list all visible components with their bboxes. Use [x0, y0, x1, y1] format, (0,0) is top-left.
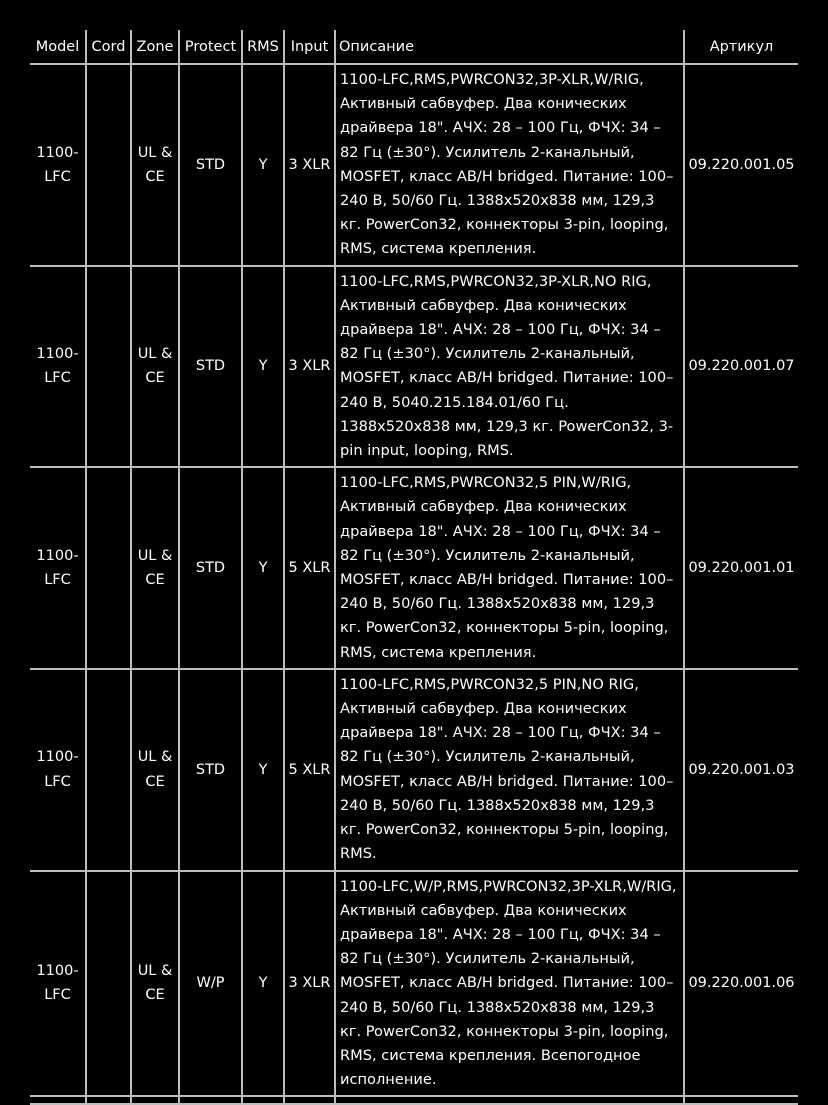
cell-empty — [284, 1096, 335, 1104]
cell-description: 1100-LFC,RMS,PWRCON32,3P-XLR,W/RIG, Активный сабвуфер. Два конических драйвера 18". АЧХ: 28 – 100 Гц, ФЧХ: 34 – 82 Гц (±30°). Усилитель 2-канальный, MOSFET, класс AB/H bridged. Питание: 100–240 В, 50/60 Гц. 1388x520x838 мм, 129,3 кг. PowerCon32, коннекторы 3-pin, looping, RMS, система крепления. — [335, 64, 684, 266]
cell-empty — [684, 1096, 798, 1104]
cell-description: 1100-LFC,RMS,PWRCON32,5 PIN,NO RIG, Активный сабвуфер. Два конических драйвера 18". АЧХ: 28 – 100 Гц, ФЧХ: 34 – 82 Гц (±30°). Усилитель 2-канальный, MOSFET, класс AB/H bridged. Питание: 100–240 В, 50/60 Гц. 1388x520x838 мм, 129,3 кг. PowerCon32, коннекторы 5-pin, looping, RMS. — [335, 669, 684, 871]
cell-protect: W/P — [179, 871, 242, 1097]
cell-empty — [30, 1096, 86, 1104]
cell-zone: UL & CE — [131, 871, 179, 1097]
cell-protect: STD — [179, 266, 242, 468]
cell-model: 1100-LFC — [30, 64, 86, 266]
header-description: Описание — [335, 30, 684, 64]
product-table — [30, 30, 798, 1105]
cell-article: 09.220.001.01 — [684, 467, 798, 669]
cell-empty — [179, 1096, 242, 1104]
cell-rms: Y — [242, 871, 284, 1097]
table-row — [30, 64, 798, 266]
cell-model: 1100-LFC — [30, 467, 86, 669]
header-zone: Zone — [131, 30, 179, 64]
header-protect: Protect — [179, 30, 242, 64]
cell-article: 09.220.001.07 — [684, 266, 798, 468]
cell-input: 5 XLR — [284, 669, 335, 871]
table-row — [30, 871, 798, 1097]
table-header — [30, 30, 798, 64]
cell-rms: Y — [242, 266, 284, 468]
cell-protect: STD — [179, 467, 242, 669]
cell-protect: STD — [179, 669, 242, 871]
cell-empty — [86, 1096, 131, 1104]
cell-rms: Y — [242, 64, 284, 266]
header-article: Артикул — [684, 30, 798, 64]
cell-zone: UL & CE — [131, 64, 179, 266]
cell-cord — [86, 669, 131, 871]
product-table-container — [30, 30, 798, 1105]
cell-protect: STD — [179, 64, 242, 266]
cell-article: 09.220.001.03 — [684, 669, 798, 871]
cell-model: 1100-LFC — [30, 669, 86, 871]
cell-article: 09.220.001.05 — [684, 64, 798, 266]
cell-cord — [86, 64, 131, 266]
cell-zone: UL & CE — [131, 266, 179, 468]
cell-empty — [242, 1096, 284, 1104]
header-model: Model — [30, 30, 86, 64]
cell-input: 3 XLR — [284, 871, 335, 1097]
cell-cord — [86, 266, 131, 468]
cell-empty — [335, 1096, 684, 1104]
table-row — [30, 669, 798, 871]
cell-model: 1100-LFC — [30, 266, 86, 468]
table-body — [30, 64, 798, 1104]
cell-empty — [131, 1096, 179, 1104]
table-row-truncated — [30, 1096, 798, 1104]
table-row — [30, 467, 798, 669]
cell-cord — [86, 871, 131, 1097]
header-input: Input — [284, 30, 335, 64]
header-rms: RMS — [242, 30, 284, 64]
cell-article: 09.220.001.06 — [684, 871, 798, 1097]
header-row — [30, 30, 798, 64]
cell-description: 1100-LFC,W/P,RMS,PWRCON32,3P-XLR,W/RIG, Активный сабвуфер. Два конических драйвера 18". АЧХ: 28 – 100 Гц, ФЧХ: 34 – 82 Гц (±30°). Усилитель 2-канальный, MOSFET, класс AB/H bridged. Питание: 100–240 В, 50/60 Гц. 1388x520x838 мм, 129,3 кг. PowerCon32, коннекторы 3-pin, looping, RMS, система крепления. Всепогодное исполнение. — [335, 871, 684, 1097]
cell-input: 5 XLR — [284, 467, 335, 669]
header-cord: Cord — [86, 30, 131, 64]
cell-input: 3 XLR — [284, 266, 335, 468]
cell-rms: Y — [242, 669, 284, 871]
table-row — [30, 266, 798, 468]
cell-cord — [86, 467, 131, 669]
cell-description: 1100-LFC,RMS,PWRCON32,5 PIN,W/RIG, Активный сабвуфер. Два конических драйвера 18". АЧХ: 28 – 100 Гц, ФЧХ: 34 – 82 Гц (±30°). Усилитель 2-канальный, MOSFET, класс AB/H bridged. Питание: 100–240 В, 50/60 Гц. 1388x520x838 мм, 129,3 кг. PowerCon32, коннекторы 5-pin, looping, RMS, система крепления. — [335, 467, 684, 669]
cell-rms: Y — [242, 467, 284, 669]
cell-model: 1100-LFC — [30, 871, 86, 1097]
cell-input: 3 XLR — [284, 64, 335, 266]
cell-zone: UL & CE — [131, 669, 179, 871]
cell-description: 1100-LFC,RMS,PWRCON32,3P-XLR,NO RIG, Активный сабвуфер. Два конических драйвера 18". АЧХ: 28 – 100 Гц, ФЧХ: 34 – 82 Гц (±30°). Усилитель 2-канальный, MOSFET, класс AB/H bridged. Питание: 100–240 В, 5040.215.184.01/60 Гц. 1388x520x838 мм, 129,3 кг. PowerCon32, 3-pin input, looping, RMS. — [335, 266, 684, 468]
cell-zone: UL & CE — [131, 467, 179, 669]
